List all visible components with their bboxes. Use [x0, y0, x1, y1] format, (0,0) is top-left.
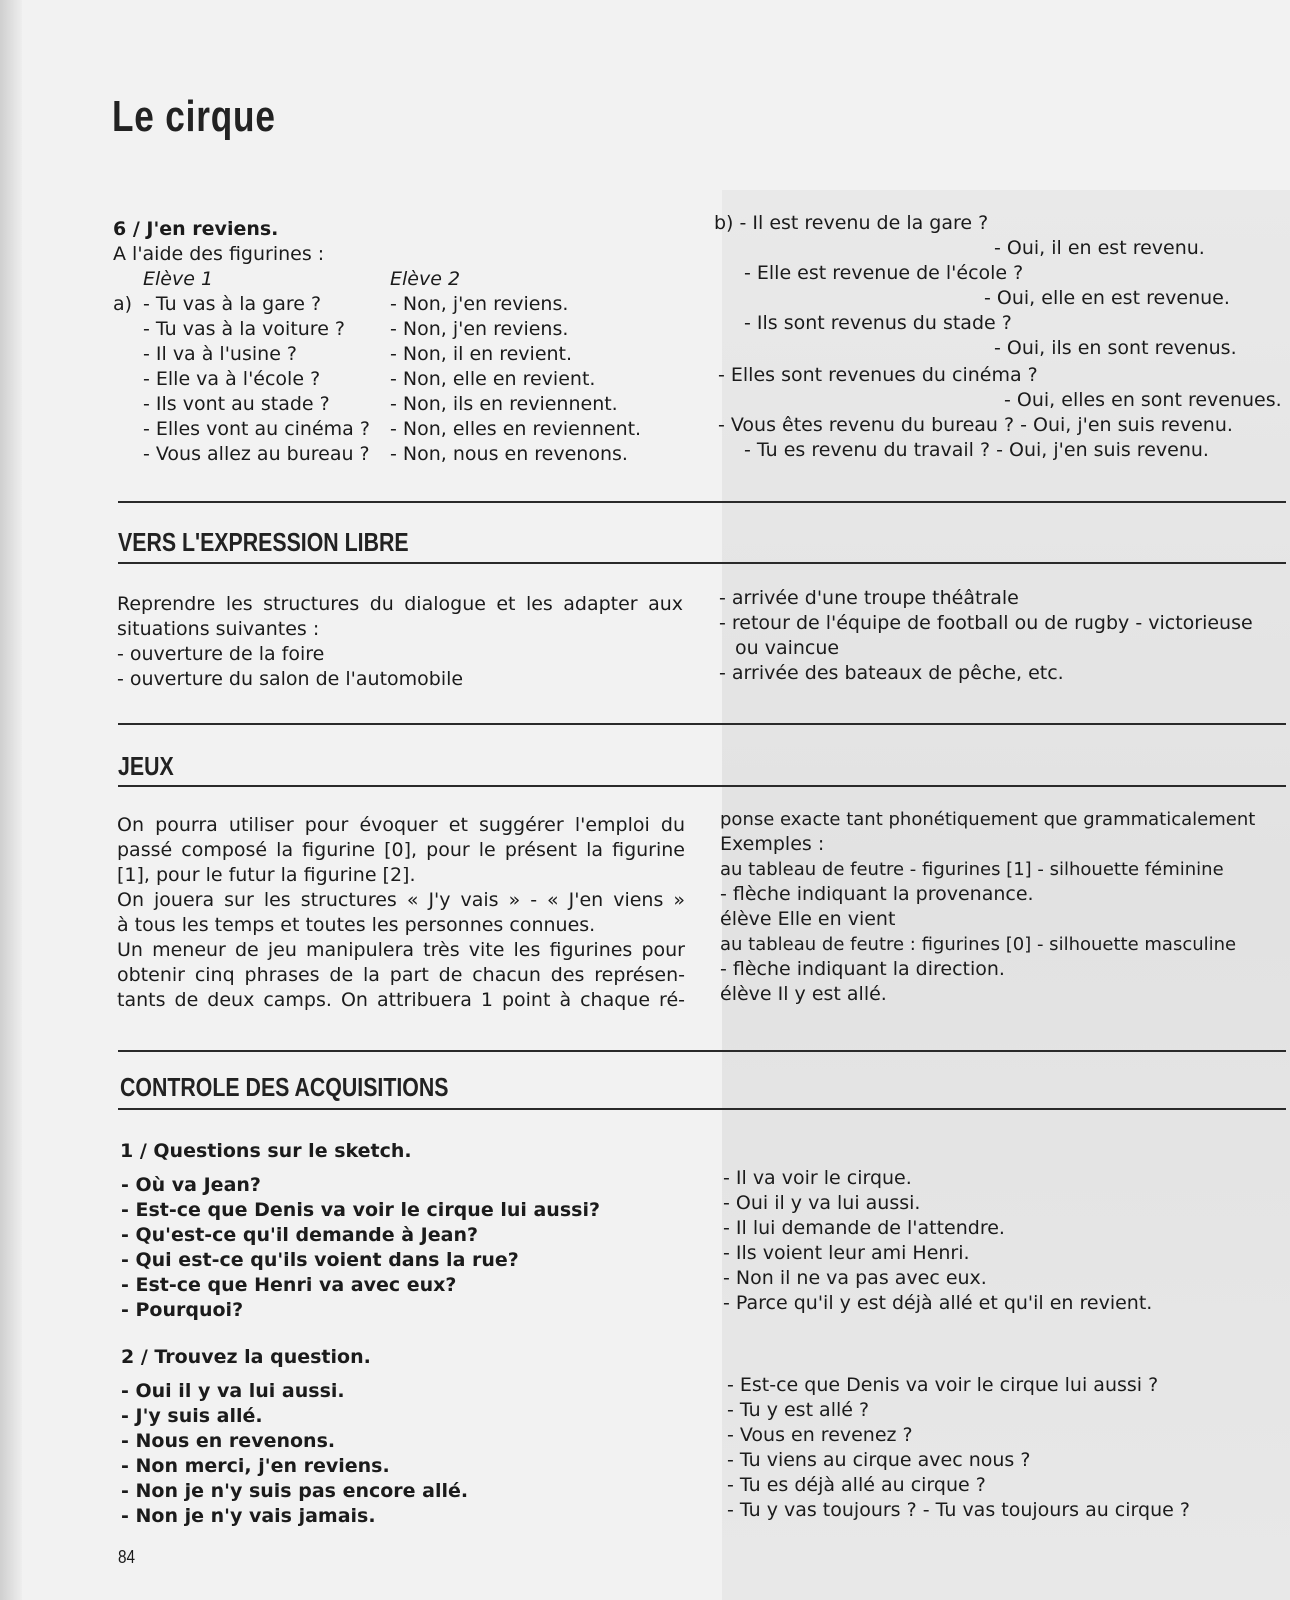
list-item: - Ils voient leur ami Henri. [723, 1242, 970, 1264]
text-line: - arrivée d'une troupe théâtrale [719, 587, 1019, 609]
text-line: élève Il y est allé. [720, 983, 887, 1005]
list-item: - Qu'est-ce qu'il demande à Jean? [121, 1224, 479, 1246]
section-divider [118, 501, 1286, 503]
list-item: - Non il ne va pas avec eux. [723, 1267, 987, 1289]
text-line: au tableau de feutre - figurines [1] - silhouette féminine [720, 859, 1224, 880]
section-heading-controle: CONTROLE DES ACQUISITIONS [120, 1072, 449, 1102]
page-edge [0, 0, 22, 1600]
text-line: situations suivantes : [117, 618, 320, 640]
text-line: ou vaincue [735, 637, 840, 659]
expression-left-text [117, 592, 683, 692]
text-line: ponse exacte tant phonétiquement que grammaticalement [720, 809, 1256, 830]
list-item: - Ils vont au stade ? [143, 393, 330, 415]
q1-question-list [121, 1173, 600, 1323]
list-item: - Oui il y va lui aussi. [121, 1380, 345, 1402]
list-item: - Vous en revenez ? [727, 1424, 913, 1446]
exercise-6-heading: 6 / J'en reviens. [113, 218, 279, 240]
part-a-answers [390, 292, 641, 467]
list-item: - Elles vont au cinéma ? [143, 418, 370, 440]
part-b-line: - Oui, il en est revenu. [994, 237, 1205, 259]
page-number: 84 [118, 1547, 136, 1567]
list-item: - Il va à l'usine ? [143, 343, 298, 365]
text-line: - ouverture du salon de l'automobile [117, 668, 464, 690]
text-line: - retour de l'équipe de football ou de rugby - victorieuse [719, 612, 1253, 634]
part-b-line: - Elles sont revenues du cinéma ? [718, 364, 1038, 386]
part-a-marker: a) [113, 293, 133, 315]
list-item: - Qui est-ce qu'ils voient dans la rue? [121, 1249, 519, 1271]
list-item: - Est-ce que Denis va voir le cirque lui aussi? [121, 1199, 600, 1221]
list-item: - Non, elle en revient. [390, 368, 596, 390]
part-b-line: b) - Il est revenu de la gare ? [714, 212, 989, 234]
list-item: - Tu vas à la voiture ? [143, 318, 346, 340]
text-line: - ouverture de la foire [117, 643, 325, 665]
section-divider [118, 1108, 1286, 1110]
part-b-line: - Tu es revenu du travail ? - Oui, j'en suis revenu. [744, 439, 1209, 461]
section-divider [118, 785, 1286, 787]
question-2-heading: 2 / Trouvez la question. [121, 1346, 371, 1368]
list-item: - Est-ce que Henri va avec eux? [121, 1274, 457, 1296]
text-line: - flèche indiquant la provenance. [720, 883, 1034, 905]
page-title: Le cirque [112, 92, 276, 141]
list-item: - Non je n'y suis pas encore allé. [121, 1480, 469, 1502]
text-line: au tableau de feutre : figurines [0] - silhouette masculine [720, 934, 1237, 955]
text-line: - flèche indiquant la direction. [720, 958, 1005, 980]
part-b-line: - Oui, elle en est revenue. [984, 287, 1230, 309]
list-item: - Non, ils en reviennent. [390, 393, 618, 415]
text-line: On jouera sur les structures « J'y vais » - « J'en viens » [117, 889, 685, 911]
jeux-left-text [117, 813, 685, 1013]
text-line: Reprendre les structures du dialogue et les adapter aux [117, 593, 683, 615]
column-label-eleve-2: Elève 2 [390, 268, 461, 290]
q2-question-list [727, 1373, 1190, 1523]
list-item: - Tu y vas toujours ? - Tu vas toujours au cirque ? [727, 1499, 1190, 1521]
section-divider [118, 562, 1286, 564]
section-heading-jeux: JEUX [118, 751, 174, 781]
jeux-right-text [720, 807, 1286, 1007]
part-b-line: - Elle est revenue de l'école ? [744, 262, 1024, 284]
list-item: - Nous en revenons. [121, 1430, 336, 1452]
text-line: obtenir cinq phrases de la part de chacun des représen- [117, 964, 685, 986]
text-line: à tous les temps et toutes les personnes connues. [117, 914, 596, 936]
text-line: élève Elle en vient [720, 908, 896, 930]
list-item: - Il va voir le cirque. [723, 1167, 912, 1189]
list-item: - Tu es déjà allé au cirque ? [727, 1474, 986, 1496]
list-item: - Non, elles en reviennent. [390, 418, 642, 440]
list-item: - Non, j'en reviens. [390, 293, 569, 315]
text-line: tants de deux camps. On attribuera 1 point à chaque ré- [117, 989, 685, 1011]
list-item: - Pourquoi? [121, 1299, 244, 1321]
list-item: - Non, il en revient. [390, 343, 573, 365]
column-label-eleve-1: Elève 1 [143, 268, 214, 290]
part-b-line: - Vous êtes revenu du bureau ? - Oui, j'en suis revenu. [718, 414, 1233, 436]
text-line: Un meneur de jeu manipulera très vite les figurines pour [117, 939, 685, 961]
exercise-6-intro: A l'aide des figurines : [113, 243, 325, 265]
list-item: - Vous allez au bureau ? [143, 443, 370, 465]
text-line: On pourra utiliser pour évoquer et suggérer l'emploi du [117, 814, 685, 836]
list-item: - Tu viens au cirque avec nous ? [727, 1449, 1031, 1471]
part-a-questions [143, 292, 370, 467]
section-heading-expression: VERS L'EXPRESSION LIBRE [118, 527, 409, 557]
expression-right-text [719, 586, 1253, 686]
list-item: - Est-ce que Denis va voir le cirque lui aussi ? [727, 1374, 1159, 1396]
list-item: - Non je n'y vais jamais. [121, 1505, 376, 1527]
part-b-line: - Oui, ils en sont revenus. [994, 337, 1237, 359]
part-b-line: - Oui, elles en sont revenues. [1004, 389, 1282, 411]
list-item: - Non, j'en reviens. [390, 318, 569, 340]
part-b-line: - Ils sont revenus du stade ? [744, 312, 1012, 334]
q1-answer-list [723, 1166, 1152, 1316]
list-item: - Il lui demande de l'attendre. [723, 1217, 1005, 1239]
text-line: [1], pour le futur la figurine [2]. [117, 864, 416, 886]
text-line: passé composé la figurine [0], pour le présent la figurine [117, 839, 685, 861]
text-line: Exemples : [720, 833, 825, 855]
list-item: - Tu vas à la gare ? [143, 293, 322, 315]
section-divider [118, 723, 1286, 725]
list-item: - Où va Jean? [121, 1174, 261, 1196]
q2-answer-list [121, 1379, 468, 1529]
text-line: - arrivée des bateaux de pêche, etc. [719, 662, 1064, 684]
list-item: - Oui il y va lui aussi. [723, 1192, 921, 1214]
question-1-heading: 1 / Questions sur le sketch. [120, 1140, 412, 1162]
list-item: - Non merci, j'en reviens. [121, 1455, 390, 1477]
list-item: - Non, nous en revenons. [390, 443, 628, 465]
list-item: - Tu y est allé ? [727, 1399, 870, 1421]
section-divider [118, 1050, 1286, 1052]
list-item: - J'y suis allé. [121, 1405, 263, 1427]
list-item: - Elle va à l'école ? [143, 368, 321, 390]
list-item: - Parce qu'il y est déjà allé et qu'il en revient. [723, 1292, 1153, 1314]
